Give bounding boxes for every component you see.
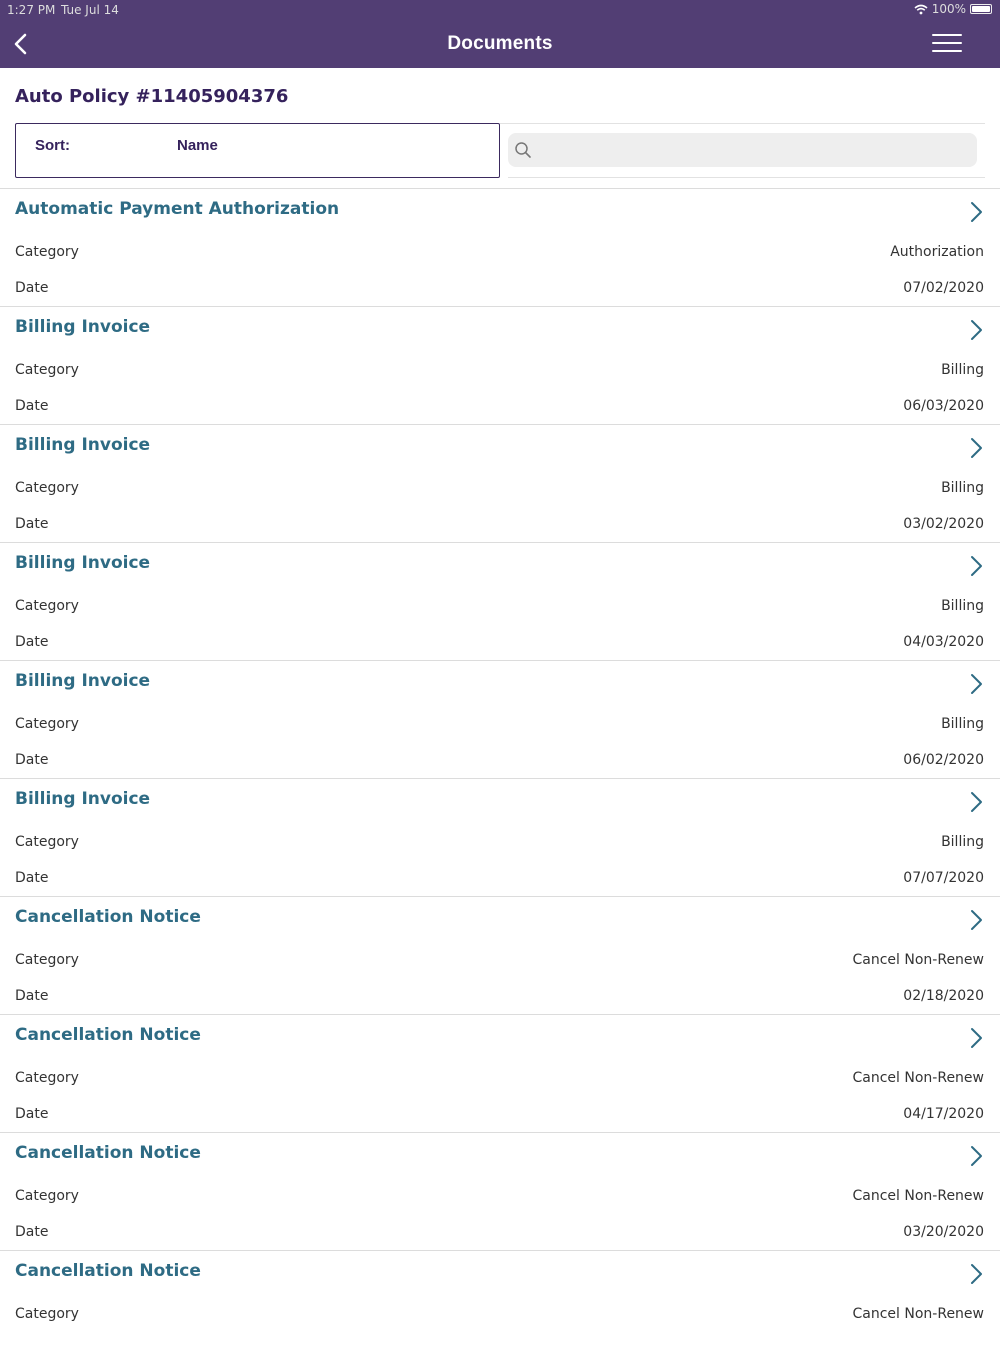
- category-value: Authorization: [890, 244, 984, 260]
- battery-percent: 100%: [931, 2, 966, 16]
- category-value: Billing: [941, 362, 984, 378]
- document-title: Billing Invoice: [15, 671, 151, 691]
- category-label: Category: [15, 480, 79, 496]
- chevron-right-icon: [970, 1263, 984, 1285]
- date-value: 06/03/2020: [903, 398, 984, 414]
- menu-line-icon: [932, 50, 962, 52]
- category-value: Billing: [941, 834, 984, 850]
- search-icon: [514, 141, 532, 159]
- date-value: 04/17/2020: [903, 1106, 984, 1122]
- hamburger-menu-button[interactable]: [932, 34, 962, 54]
- document-item[interactable]: [0, 1132, 1000, 1250]
- wifi-icon: [914, 4, 928, 15]
- document-item[interactable]: [0, 778, 1000, 896]
- divider: [500, 123, 985, 124]
- category-value: Billing: [941, 598, 984, 614]
- status-indicators: [914, 2, 992, 16]
- category-label: Category: [15, 1188, 79, 1204]
- date-label: Date: [15, 988, 49, 1004]
- status-date: Tue Jul 14: [61, 3, 119, 17]
- document-title: Cancellation Notice: [15, 1143, 201, 1163]
- chevron-right-icon: [970, 319, 984, 341]
- category-label: Category: [15, 952, 79, 968]
- category-label: Category: [15, 716, 79, 732]
- chevron-right-icon: [970, 909, 984, 931]
- chevron-right-icon: [970, 1145, 984, 1167]
- date-label: Date: [15, 398, 49, 414]
- app-header: [0, 0, 1000, 68]
- document-title: Billing Invoice: [15, 435, 151, 455]
- date-label: Date: [15, 1106, 49, 1122]
- document-item[interactable]: [0, 660, 1000, 778]
- chevron-right-icon: [970, 555, 984, 577]
- date-value: 03/02/2020: [903, 516, 984, 532]
- date-label: Date: [15, 752, 49, 768]
- status-bar: [0, 0, 1000, 20]
- sort-value: Name: [177, 137, 218, 154]
- category-value: Cancel Non-Renew: [852, 1070, 984, 1086]
- category-value: Billing: [941, 480, 984, 496]
- document-list: [0, 188, 1000, 1368]
- document-title: Automatic Payment Authorization: [15, 199, 340, 219]
- document-title: Cancellation Notice: [15, 907, 201, 927]
- document-title: Billing Invoice: [15, 317, 151, 337]
- chevron-right-icon: [970, 673, 984, 695]
- search-bar[interactable]: [508, 133, 977, 167]
- category-value: Billing: [941, 716, 984, 732]
- date-label: Date: [15, 634, 49, 650]
- document-item[interactable]: [0, 306, 1000, 424]
- document-item[interactable]: [0, 896, 1000, 1014]
- document-title: Billing Invoice: [15, 553, 151, 573]
- document-title: Cancellation Notice: [15, 1025, 201, 1045]
- document-title: Cancellation Notice: [15, 1261, 201, 1281]
- date-label: Date: [15, 1224, 49, 1240]
- status-time: 1:27 PM: [7, 3, 56, 17]
- chevron-right-icon: [970, 201, 984, 223]
- date-label: Date: [15, 516, 49, 532]
- date-value: 07/02/2020: [903, 280, 984, 296]
- document-title: Billing Invoice: [15, 789, 151, 809]
- date-value: 07/07/2020: [903, 870, 984, 886]
- category-value: Cancel Non-Renew: [852, 952, 984, 968]
- menu-line-icon: [932, 34, 962, 36]
- date-label: Date: [15, 280, 49, 296]
- category-label: Category: [15, 1306, 79, 1322]
- category-value: Cancel Non-Renew: [852, 1306, 984, 1322]
- document-item[interactable]: [0, 1014, 1000, 1132]
- date-value: 06/02/2020: [903, 752, 984, 768]
- document-item[interactable]: [0, 1250, 1000, 1368]
- chevron-right-icon: [970, 437, 984, 459]
- sort-label: Sort:: [35, 137, 70, 154]
- document-item[interactable]: [0, 188, 1000, 306]
- category-label: Category: [15, 1070, 79, 1086]
- chevron-right-icon: [970, 1027, 984, 1049]
- date-label: Date: [15, 870, 49, 886]
- divider: [508, 177, 985, 178]
- menu-line-icon: [932, 42, 962, 44]
- document-item[interactable]: [0, 424, 1000, 542]
- category-label: Category: [15, 834, 79, 850]
- chevron-right-icon: [970, 791, 984, 813]
- battery-icon: [970, 4, 992, 14]
- document-item[interactable]: [0, 542, 1000, 660]
- category-label: Category: [15, 362, 79, 378]
- date-value: 04/03/2020: [903, 634, 984, 650]
- category-label: Category: [15, 598, 79, 614]
- policy-title: Auto Policy #11405904376: [15, 86, 289, 107]
- sort-dropdown[interactable]: [15, 123, 500, 178]
- category-label: Category: [15, 244, 79, 260]
- category-value: Cancel Non-Renew: [852, 1188, 984, 1204]
- date-value: 02/18/2020: [903, 988, 984, 1004]
- search-input[interactable]: [540, 133, 969, 169]
- page-title: Documents: [447, 33, 553, 54]
- date-value: 03/20/2020: [903, 1224, 984, 1240]
